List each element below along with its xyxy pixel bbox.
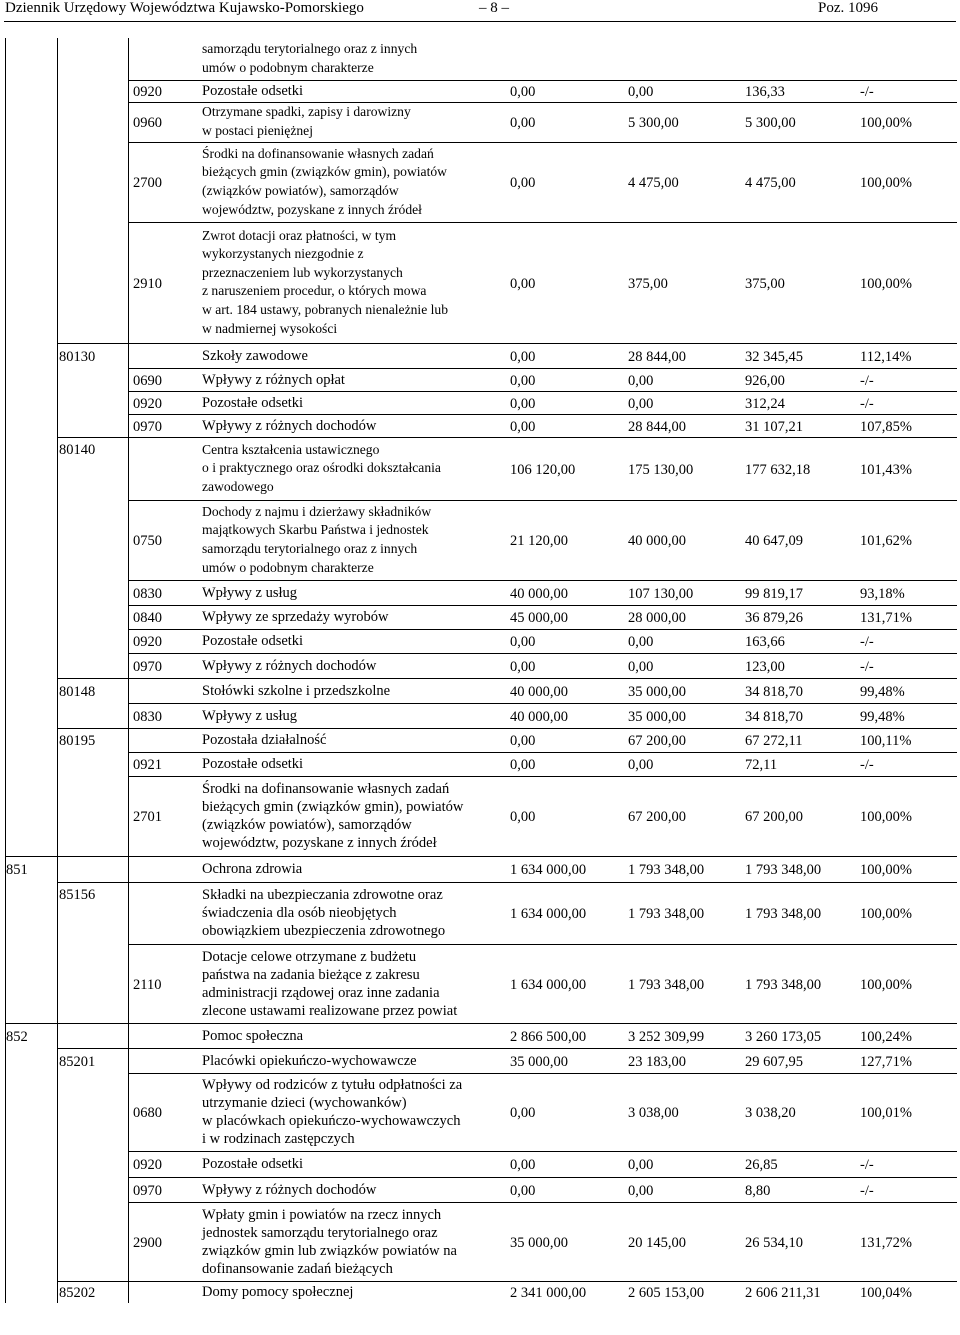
planned-amount: 1 634 000,00 [510, 976, 587, 993]
row-separator [128, 414, 957, 415]
amended-amount: 28 000,00 [628, 610, 686, 626]
amended-amount: 0,00 [628, 1182, 654, 1199]
column-rule [128, 1073, 129, 1151]
classification-code: 85201 [59, 1053, 96, 1070]
column-rule [128, 80, 129, 102]
row-description: Stołówki szkolne i przedszkolne [202, 682, 391, 699]
column-rule [57, 38, 58, 1303]
table-row [0, 80, 960, 102]
row-separator [5, 856, 957, 857]
column-rule [128, 368, 129, 391]
column-rule [128, 882, 129, 944]
amended-amount: 67 200,00 [628, 809, 686, 825]
planned-amount: 35 000,00 [510, 1053, 568, 1070]
classification-code: 0970 [133, 658, 162, 675]
row-separator [128, 629, 957, 630]
row-separator [128, 222, 957, 223]
amended-amount: 0,00 [628, 658, 654, 675]
classification-code: 852 [6, 1028, 28, 1045]
classification-code: 0920 [133, 84, 162, 100]
executed-amount: 36 879,26 [745, 610, 803, 626]
amended-amount: 67 200,00 [628, 733, 686, 749]
classification-code: 0830 [133, 708, 162, 725]
table-row [0, 629, 960, 653]
planned-amount: 0,00 [510, 658, 536, 675]
executed-amount: 26 534,10 [745, 1234, 803, 1251]
amended-amount: 0,00 [628, 634, 654, 650]
execution-percent: 99,48% [860, 683, 905, 700]
row-separator [128, 80, 957, 81]
execution-percent: 131,72% [860, 1234, 912, 1251]
table-row [0, 391, 960, 414]
execution-percent: 100,11% [860, 733, 912, 749]
table-row [0, 102, 960, 142]
amended-amount: 1 793 348,00 [628, 976, 705, 993]
planned-amount: 35 000,00 [510, 1234, 568, 1251]
row-description: Składki na ubezpieczania zdrowotne oraz świadczenia dla osób nieobjętych obowiązkiem ubezpieczenia zdrowotnego [202, 887, 446, 939]
execution-percent: 127,71% [860, 1053, 912, 1070]
execution-percent: 100,00% [860, 275, 912, 292]
planned-amount: 0,00 [510, 809, 536, 825]
row-separator [128, 1202, 957, 1203]
row-separator [128, 776, 957, 777]
classification-code: 0680 [133, 1105, 162, 1121]
amended-amount: 0,00 [628, 372, 654, 389]
table-row [0, 414, 960, 437]
amended-amount: 3 038,00 [628, 1105, 679, 1121]
amended-amount: 0,00 [628, 1157, 654, 1173]
amended-amount: 20 145,00 [628, 1234, 686, 1251]
table-row [0, 653, 960, 678]
executed-amount: 926,00 [745, 372, 785, 389]
executed-amount: 67 272,11 [745, 733, 803, 749]
table-row [0, 437, 960, 500]
column-rule [128, 629, 129, 653]
classification-code: 0970 [133, 418, 162, 435]
classification-code: 0920 [133, 1157, 162, 1173]
table-row [0, 776, 960, 856]
position-number: Poz. 1096 [818, 0, 878, 16]
table-row [0, 500, 960, 580]
execution-percent: 100,04% [860, 1285, 912, 1301]
row-description: Pozostałe odsetki [202, 394, 304, 411]
row-description: Wpływy z różnych opłat [202, 371, 345, 388]
planned-amount: 1 634 000,00 [510, 862, 587, 878]
execution-percent: -/- [860, 395, 874, 412]
table-row [0, 368, 960, 391]
planned-amount: 45 000,00 [510, 610, 568, 626]
executed-amount: 31 107,21 [745, 418, 803, 435]
execution-percent: -/- [860, 658, 874, 675]
column-rule [128, 142, 129, 222]
table-row [0, 1073, 960, 1151]
planned-amount: 2 866 500,00 [510, 1028, 587, 1045]
row-description: Wpłaty gmin i powiatów na rzecz innych jednostek samorządu terytorialnego oraz związków gmin lub związków powiatów na dofinansowanie zadań bieżących [202, 1206, 457, 1277]
row-separator [57, 882, 957, 883]
planned-amount: 0,00 [510, 84, 536, 100]
amended-amount: 1 793 348,00 [628, 862, 705, 878]
column-rule [128, 678, 129, 703]
row-description: Pozostałe odsetki [202, 83, 304, 99]
column-rule [128, 343, 129, 368]
row-description: samorządu terytorialnego oraz z innych umów o podobnym charakterze [202, 41, 418, 75]
column-rule [128, 500, 129, 580]
row-separator [57, 678, 957, 679]
planned-amount: 0,00 [510, 395, 536, 412]
classification-code: 2701 [133, 809, 162, 825]
classification-code: 2910 [133, 275, 162, 292]
planned-amount: 106 120,00 [510, 461, 576, 478]
classification-code: 80148 [59, 683, 96, 700]
execution-percent: 100,00% [860, 906, 912, 922]
planned-amount: 0,00 [510, 757, 536, 773]
classification-code: 2700 [133, 175, 162, 191]
row-separator [128, 500, 957, 501]
column-rule [128, 1023, 129, 1048]
execution-percent: 93,18% [860, 585, 905, 602]
table-row [0, 882, 960, 944]
column-rule [128, 856, 129, 882]
planned-amount: 0,00 [510, 1157, 536, 1173]
planned-amount: 0,00 [510, 115, 536, 131]
column-rule [128, 703, 129, 728]
row-description: Pomoc społeczna [202, 1027, 304, 1044]
executed-amount: 32 345,45 [745, 348, 803, 365]
execution-percent: 100,00% [860, 175, 912, 191]
row-separator [128, 1177, 957, 1178]
table-row [0, 38, 960, 80]
column-rule [128, 38, 129, 80]
classification-code: 0921 [133, 757, 162, 773]
planned-amount: 0,00 [510, 275, 536, 292]
amended-amount: 2 605 153,00 [628, 1285, 705, 1301]
amended-amount: 0,00 [628, 757, 654, 773]
classification-code: 0840 [133, 610, 162, 626]
row-separator [128, 703, 957, 704]
amended-amount: 4 475,00 [628, 175, 679, 191]
column-rule [128, 1202, 129, 1281]
column-rule [128, 437, 129, 500]
planned-amount: 2 341 000,00 [510, 1285, 587, 1301]
row-separator [128, 1151, 957, 1152]
row-description: Środki na dofinansowanie własnych zadań bieżących gmin (związków gmin), powiatów (związków powiatów), samorządów województw, pozyskane z innych źródeł [202, 781, 464, 851]
table-row [0, 580, 960, 605]
row-separator [57, 1281, 957, 1282]
row-description: Pozostałe odsetki [202, 1156, 304, 1172]
planned-amount: 40 000,00 [510, 683, 568, 700]
table-row [0, 1177, 960, 1202]
amended-amount: 23 183,00 [628, 1053, 686, 1070]
row-description: Pozostała działalność [202, 732, 327, 748]
row-description: Wpływy z różnych dochodów [202, 1181, 377, 1198]
row-description: Dotacje celowe otrzymane z budżetu państwa na zadania bieżące z zakresu administracji rządowej oraz inne zadania zlecone ustawami realizowane przez powiat [202, 948, 458, 1019]
row-description: Środki na dofinansowanie własnych zadań bieżących gmin (związków gmin), powiatów (związków powiatów), samorządów województw, pozyskane z innych źródeł [202, 145, 447, 217]
table-row [0, 703, 960, 728]
execution-percent: 107,85% [860, 418, 912, 435]
execution-percent: -/- [860, 372, 874, 389]
planned-amount: 0,00 [510, 1105, 536, 1121]
row-separator [128, 752, 957, 753]
planned-amount: 1 634 000,00 [510, 906, 587, 922]
execution-percent: -/- [860, 1157, 874, 1173]
row-description: Szkoły zawodowe [202, 347, 308, 364]
executed-amount: 5 300,00 [745, 115, 796, 131]
planned-amount: 0,00 [510, 418, 536, 435]
amended-amount: 1 793 348,00 [628, 906, 705, 922]
table-row [0, 1202, 960, 1281]
table-row [0, 343, 960, 368]
classification-code: 2900 [133, 1234, 162, 1251]
executed-amount: 34 818,70 [745, 708, 803, 725]
row-description: Ochrona zdrowia [202, 861, 303, 877]
table-row [0, 142, 960, 222]
row-description: Otrzymane spadki, zapisy i darowizny w postaci pieniężnej [202, 104, 411, 138]
amended-amount: 3 252 309,99 [628, 1028, 705, 1045]
column-rule [128, 653, 129, 678]
page-number: – 8 – [479, 0, 509, 16]
table-row [0, 605, 960, 629]
classification-code: 85202 [59, 1285, 96, 1301]
amended-amount: 0,00 [628, 395, 654, 412]
row-description: Dochody z najmu i dzierżawy składników majątkowych Skarbu Państwa i jednostek samorządu terytorialnego oraz z innych umów o podobnym charakterze [202, 503, 432, 575]
row-separator [57, 343, 957, 344]
planned-amount: 0,00 [510, 733, 536, 749]
amended-amount: 28 844,00 [628, 348, 686, 365]
execution-percent: 100,00% [860, 809, 912, 825]
amended-amount: 5 300,00 [628, 115, 679, 131]
table-row [0, 944, 960, 1023]
row-separator [5, 1023, 957, 1024]
classification-code: 0750 [133, 533, 162, 549]
amended-amount: 40 000,00 [628, 533, 686, 549]
amended-amount: 28 844,00 [628, 418, 686, 435]
executed-amount: 8,80 [745, 1182, 771, 1199]
row-description: Wpływy z różnych dochodów [202, 657, 377, 674]
executed-amount: 3 260 173,05 [745, 1028, 822, 1045]
table-row [0, 752, 960, 776]
row-description: Centra kształcenia ustawicznego o i praktycznego oraz ośrodki dokształcania zawodowego [202, 441, 441, 494]
row-description: Wpływy ze sprzedaży wyrobów [202, 609, 389, 625]
row-description: Domy pomocy społecznej [202, 1284, 354, 1300]
executed-amount: 136,33 [745, 84, 785, 100]
classification-code: 80130 [59, 348, 96, 365]
column-rule [128, 222, 129, 343]
row-description: Wpływy z usług [202, 584, 298, 601]
planned-amount: 21 120,00 [510, 533, 568, 549]
row-description: Wpływy z usług [202, 707, 298, 724]
executed-amount: 177 632,18 [745, 461, 811, 478]
executed-amount: 375,00 [745, 275, 785, 292]
planned-amount: 0,00 [510, 175, 536, 191]
row-description: Pozostałe odsetki [202, 633, 304, 649]
execution-percent: 100,01% [860, 1105, 912, 1121]
amended-amount: 0,00 [628, 84, 654, 100]
column-rule [128, 1281, 129, 1303]
planned-amount: 40 000,00 [510, 585, 568, 602]
row-separator [128, 944, 957, 945]
table-row [0, 728, 960, 752]
classification-code: 0830 [133, 585, 162, 602]
executed-amount: 1 793 348,00 [745, 976, 822, 993]
execution-percent: 112,14% [860, 348, 912, 365]
row-separator [128, 653, 957, 654]
column-rule [128, 944, 129, 1023]
column-rule [128, 391, 129, 414]
row-separator [128, 580, 957, 581]
column-rule [128, 414, 129, 437]
classification-code: 0690 [133, 372, 162, 389]
execution-percent: 101,62% [860, 533, 912, 549]
classification-code: 85156 [59, 887, 96, 903]
row-description: Zwrot dotacji oraz płatności, w tym wykorzystanych niezgodnie z przeznaczeniem lub wykorzystanych z naruszeniem procedur, o których mowa w art. 184 ustawy, pobranych nienależnie lub w nadmiernej wysokości [202, 227, 448, 336]
execution-percent: 99,48% [860, 708, 905, 725]
table-row [0, 1048, 960, 1073]
row-separator [128, 1073, 957, 1074]
planned-amount: 0,00 [510, 348, 536, 365]
row-separator [128, 391, 957, 392]
amended-amount: 175 130,00 [628, 461, 694, 478]
table-row [0, 1151, 960, 1177]
row-separator [57, 728, 957, 729]
classification-code: 80195 [59, 733, 96, 749]
executed-amount: 34 818,70 [745, 683, 803, 700]
executed-amount: 4 475,00 [745, 175, 796, 191]
row-description: Pozostałe odsetki [202, 756, 304, 772]
classification-code: 851 [6, 862, 28, 878]
executed-amount: 2 606 211,31 [745, 1285, 821, 1301]
row-separator [57, 437, 957, 438]
executed-amount: 99 819,17 [745, 585, 803, 602]
classification-code: 0960 [133, 115, 162, 131]
column-rule [128, 1048, 129, 1073]
execution-percent: -/- [860, 757, 874, 773]
execution-percent: -/- [860, 634, 874, 650]
execution-percent: 101,43% [860, 461, 912, 478]
execution-percent: 100,00% [860, 862, 912, 878]
table-row [0, 856, 960, 882]
header-rule [4, 21, 956, 22]
executed-amount: 163,66 [745, 634, 785, 650]
executed-amount: 3 038,20 [745, 1105, 796, 1121]
execution-percent: 100,00% [860, 115, 912, 131]
executed-amount: 1 793 348,00 [745, 862, 822, 878]
executed-amount: 123,00 [745, 658, 785, 675]
page-header [0, 0, 960, 22]
execution-percent: 100,00% [860, 976, 912, 993]
planned-amount: 0,00 [510, 1182, 536, 1199]
table-row [0, 678, 960, 703]
planned-amount: 0,00 [510, 372, 536, 389]
row-separator [128, 142, 957, 143]
column-rule [128, 1177, 129, 1202]
executed-amount: 40 647,09 [745, 533, 803, 549]
amended-amount: 35 000,00 [628, 708, 686, 725]
classification-code: 0920 [133, 634, 162, 650]
table-row [0, 222, 960, 343]
executed-amount: 29 607,95 [745, 1053, 803, 1070]
column-rule [128, 776, 129, 856]
row-description: Wpływy z różnych dochodów [202, 417, 377, 434]
column-rule [128, 1151, 129, 1177]
execution-percent: 100,24% [860, 1028, 912, 1045]
execution-percent: 131,71% [860, 610, 912, 626]
column-rule [128, 580, 129, 605]
column-rule [128, 752, 129, 776]
amended-amount: 35 000,00 [628, 683, 686, 700]
column-rule [128, 605, 129, 629]
classification-code: 80140 [59, 441, 96, 458]
execution-percent: -/- [860, 84, 874, 100]
executed-amount: 26,85 [745, 1157, 778, 1173]
table-row [0, 1023, 960, 1048]
column-rule [128, 102, 129, 142]
classification-code: 0920 [133, 395, 162, 412]
row-separator [57, 1048, 957, 1049]
classification-code: 2110 [133, 976, 162, 993]
amended-amount: 375,00 [628, 275, 668, 292]
amended-amount: 107 130,00 [628, 585, 694, 602]
column-rule [5, 38, 6, 1303]
row-separator [128, 605, 957, 606]
execution-percent: -/- [860, 1182, 874, 1199]
row-description: Placówki opiekuńczo-wychowawcze [202, 1052, 417, 1069]
planned-amount: 0,00 [510, 634, 536, 650]
table-row [0, 1281, 960, 1303]
classification-code: 0970 [133, 1182, 162, 1199]
row-description: Wpływy od rodziców z tytułu odpłatności za utrzymanie dzieci (wychowanków) w placówkach opiekuńczo-wychowawczych i w rodzinach zastępczych [202, 1077, 463, 1147]
executed-amount: 312,24 [745, 395, 785, 412]
planned-amount: 40 000,00 [510, 708, 568, 725]
executed-amount: 67 200,00 [745, 809, 803, 825]
row-separator [128, 368, 957, 369]
executed-amount: 1 793 348,00 [745, 906, 822, 922]
executed-amount: 72,11 [745, 757, 778, 773]
column-rule [128, 728, 129, 752]
journal-title: Dziennik Urzędowy Województwa Kujawsko-Pomorskiego [5, 0, 364, 16]
